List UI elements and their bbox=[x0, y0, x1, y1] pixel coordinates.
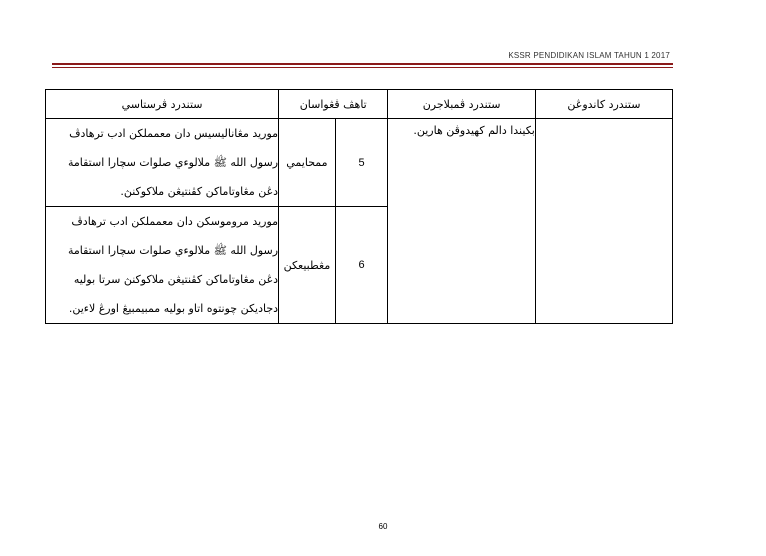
description-line: دڠن مڠاوتاماكن كڤنتيڠن ملاكوكنڽ. bbox=[120, 185, 279, 198]
level-number-cell: 6 bbox=[335, 207, 388, 324]
standard-kandungan-cell bbox=[535, 119, 672, 324]
col-header-standard-pembelajaran: ستندرد ڤمبلاجرن bbox=[388, 90, 535, 119]
standards-table bbox=[45, 89, 673, 324]
level-topic-cell: ممحايمي bbox=[279, 119, 336, 207]
description-line: موريد مڠاناليسيس دان معمملكن ادب ترهادڤ bbox=[69, 127, 279, 140]
description-line: رسول الله ﷺ ملالوءي صلوات سچارا استقامة bbox=[67, 244, 279, 257]
description-line: رسول الله ﷺ ملالوءي صلوات سچارا استقامة bbox=[67, 156, 279, 169]
description-line: دڠن مڠاوتاماكن كڤنتيڠن ملاكوكنڽ سرتا بوليه bbox=[73, 273, 279, 286]
performance-description-cell bbox=[46, 119, 279, 207]
table-header-row bbox=[46, 90, 673, 119]
standard-pembelajaran-cell: بكيندا دالم كهيدوڤن هارين. bbox=[388, 119, 535, 324]
table-row bbox=[46, 119, 673, 207]
performance-description-cell bbox=[46, 207, 279, 324]
description-line: موريد مروموسكن دان معمملكن ادب ترهادڤ bbox=[71, 215, 279, 228]
page-number: 60 bbox=[378, 522, 388, 531]
header-rule-thin bbox=[52, 67, 673, 68]
level-number-cell: 5 bbox=[335, 119, 388, 207]
description-line: دجاديكن چونتوه اتاو بوليه ممبيمبيڠ اورڠ لاءين. bbox=[68, 302, 279, 315]
document-header-title: KSSR PENDIDIKAN ISLAM TAHUN 1 2017 bbox=[508, 51, 670, 60]
col-header-standard-kandungan: ستندرد كاندوڠن bbox=[535, 90, 672, 119]
level-topic-cell: مڠطبيعكن bbox=[279, 207, 336, 324]
header-rule-thick bbox=[52, 63, 673, 65]
col-header-tahap-penguasaan: تاهڤ ڤڠواسان bbox=[279, 90, 388, 119]
col-header-standard-prestasi: ستندرد ڤرستاسي bbox=[46, 90, 279, 119]
